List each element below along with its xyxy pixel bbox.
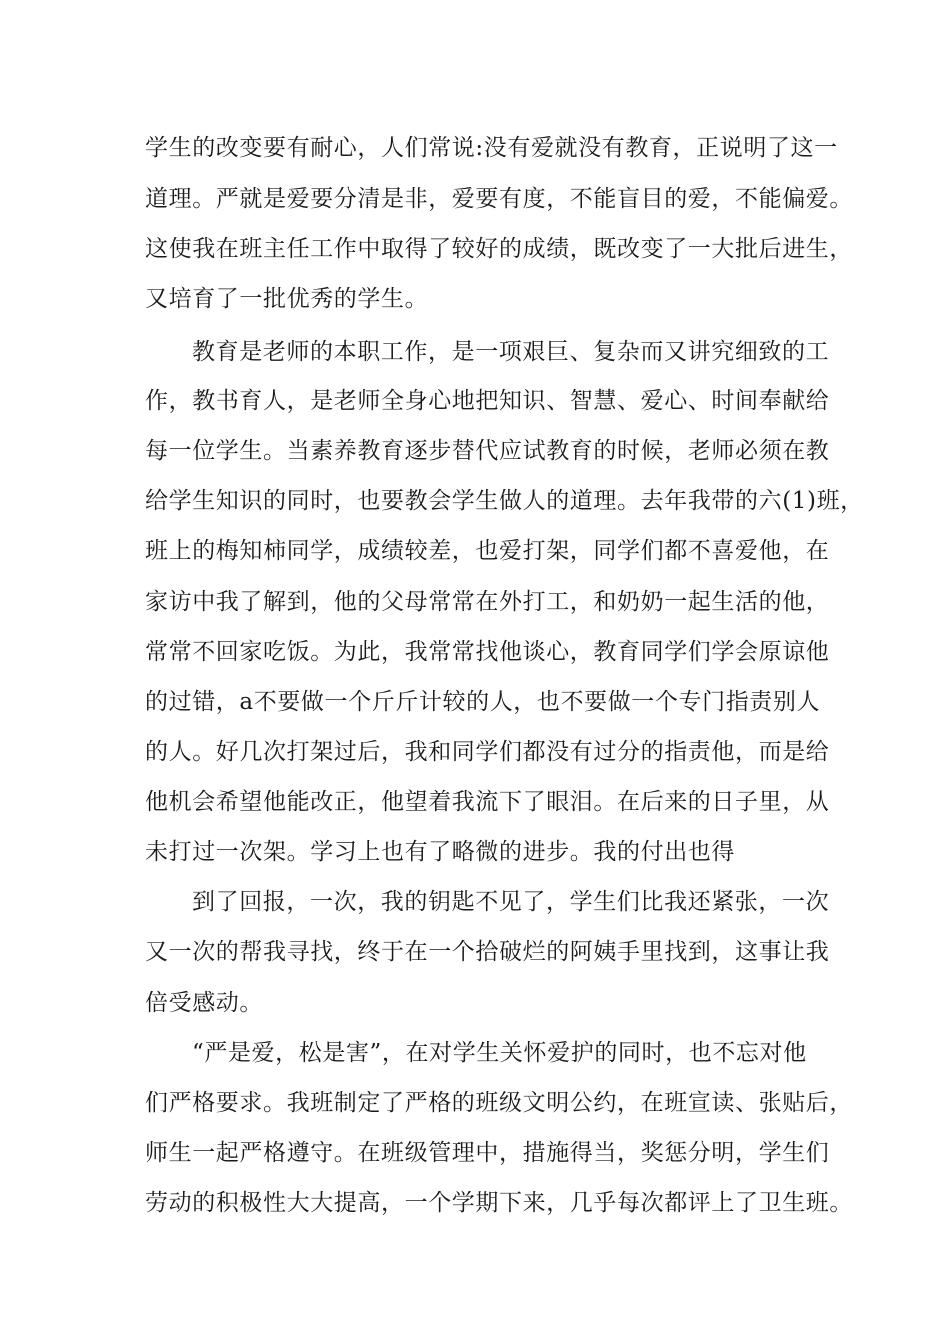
text-line: 每一位学生。当素养教育逐步替代应试教育的时候，老师必须在教 <box>145 438 830 464</box>
text-line: 学生的改变要有耐心，人们常说:没有爱就没有教育，正说明了这一 <box>145 135 838 161</box>
paragraph-first-line: 教育是老师的本职工作，是一项艰巨、复杂而又讲究细致的工 <box>192 339 830 365</box>
text-line: 作，教书育人，是老师全身心地把知识、智慧、爱心、时间奉献给 <box>145 388 830 414</box>
text-line: 这使我在班主任工作中取得了较好的成绩，既改变了一大批后进生， <box>145 236 853 262</box>
text-line: 们严格要求。我班制定了严格的班级文明公约，在班宣读、张贴后， <box>145 1090 853 1116</box>
text-line: 道理。严就是爱要分清是非，爱要有度，不能盲目的爱，不能偏爱。 <box>145 186 853 212</box>
text-line: 的人。好几次打架过后，我和同学们都没有过分的指责他，而是给 <box>145 739 830 765</box>
text-line: 常常不回家吃饭。为此，我常常找他谈心，教育同学们学会原谅他 <box>145 639 830 665</box>
text-line: 又一次的帮我寻找，终于在一个拾破烂的阿姨手里找到，这事让我 <box>145 939 830 965</box>
paragraph-first-line: “严是爱，松是害”，在对学生关怀爱护的同时，也不忘对他 <box>192 1040 807 1066</box>
paragraph-first-line: 到了回报，一次，我的钥匙不见了，学生们比我还紧张，一次 <box>192 889 830 915</box>
text-line: 家访中我了解到，他的父母常常在外打工，和奶奶一起生活的他， <box>145 589 830 615</box>
text-line: 劳动的积极性大大提高，一个学期下来，几乎每次都评上了卫生班。 <box>145 1190 853 1216</box>
text-line: 师生一起严格遵守。在班级管理中，措施得当，奖惩分明，学生们 <box>145 1140 830 1166</box>
text-line: 班上的梅知柿同学，成绩较差，也爱打架，同学们都不喜爱他，在 <box>145 538 830 564</box>
text-line: 又培育了一批优秀的学生。 <box>145 286 429 312</box>
text-line: 的过错，a不要做一个斤斤计较的人，也不要做一个专门指责别人 <box>145 689 821 715</box>
text-line: 倍受感动。 <box>145 990 263 1016</box>
text-line: 未打过一次架。学习上也有了略微的进步。我的付出也得 <box>145 839 735 865</box>
text-line: 给学生知识的同时，也要教会学生做人的道理。去年我带的六(1)班， <box>145 488 864 514</box>
text-line: 他机会希望他能改正，他望着我流下了眼泪。在后来的日子里，从 <box>145 789 830 815</box>
